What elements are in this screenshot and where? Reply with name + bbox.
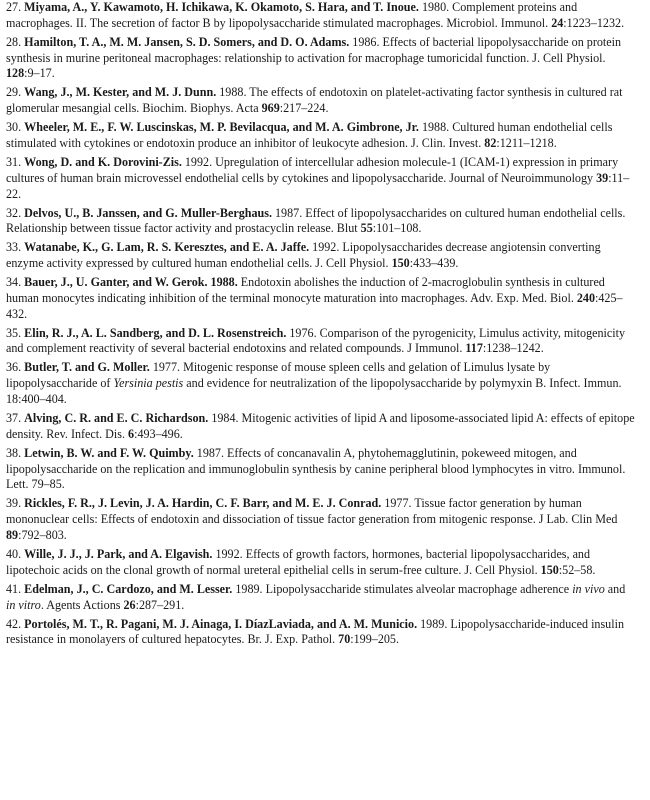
ref-text: Endotoxin abolishes the induction of 2-macroglobulin synthesis in cultured human monocytes indicating inhibition of the terminal monocyte maturation into macrophages. Adv. Exp. Med. Biol. xyxy=(6,275,605,305)
ref-pages: :425–432. xyxy=(6,290,623,321)
reference-item-34 xyxy=(6,275,636,322)
ref-authors: Butler, T. and G. Moller. xyxy=(24,360,150,375)
ref-authors: Wille, J. J., J. Park, and A. Elgavish. xyxy=(24,546,213,561)
reference-item-42 xyxy=(6,617,636,649)
reference-item-33 xyxy=(6,240,636,272)
ref-authors: Hamilton, T. A., M. M. Jansen, S. D. Somers, and D. O. Adams. xyxy=(24,34,350,49)
ref-number: 29. xyxy=(6,85,22,100)
ref-text: 1986. Effects of bacterial lipopolysaccharide on protein synthesis in murine peritoneal macrophages: relationship to activation for macrophage tumoricidal function. J. Cell Physiol. xyxy=(6,34,622,65)
ref-italic-in-vitro: in vitro xyxy=(6,597,41,612)
ref-pages: :1238–1242. xyxy=(482,341,544,356)
ref-text: 1987. Effect of lipopolysaccharides on cultured human endothelial cells. Relationship between tissue factor activity and prostacyclin release. Blut xyxy=(6,205,626,236)
ref-volume: 39 xyxy=(596,170,609,185)
ref-volume: 240 xyxy=(576,290,596,305)
ref-text-and: and xyxy=(604,581,626,596)
ref-number: 35. xyxy=(6,325,22,340)
ref-text: 1976. Comparison of the pyrogenicity, Limulus activity, mitogenicity and complement reactivity of several bacterial endotoxins and related compounds. J Immunol. xyxy=(6,325,626,356)
ref-text: 1992. Lipopolysaccharides decrease angiotensin converting enzyme activity expressed by cultured human endothelial cells. J. Cell Physiol. xyxy=(6,240,601,271)
ref-number: 37. xyxy=(6,411,22,425)
ref-authors: Wang, J., M. Kester, and M. J. Dunn. xyxy=(24,85,217,100)
reference-item-30 xyxy=(6,120,636,152)
ref-volume: 150 xyxy=(391,256,410,271)
ref-authors: Watanabe, K., G. Lam, R. S. Keresztes, and E. A. Jaffe. xyxy=(24,240,310,255)
ref-text: 1992. Upregulation of intercellular adhesion molecule-1 (ICAM-1) expression in primary cultures of human brain microvessel endothelial cells by cytokines and lipopolysaccharide. Journal of Neuroimmunology xyxy=(6,154,619,185)
ref-volume: 6 xyxy=(128,426,135,441)
ref-text: 1980. Complement proteins and macrophages. II. The secretion of factor B by lipopolysaccharide stimulated macrophages. Microbiol. Immunol. xyxy=(6,0,578,30)
ref-authors: Rickles, F. R., J. Levin, J. A. Hardin, C. F. Barr, and M. E. J. Conrad. xyxy=(24,496,382,511)
ref-volume: 89 xyxy=(6,527,19,542)
ref-pages: :52–58. xyxy=(558,562,596,577)
reference-item-27 xyxy=(6,0,636,32)
reference-item-29 xyxy=(6,85,636,117)
ref-number: 30. xyxy=(6,120,22,135)
ref-text: 1987. Effects of concanavalin A, phytohemagglutinin, pokeweed mitogen, and lipopolysaccharide on the replication and immunoglobulin synthesis by canine peripheral blood lymphocytes in vitro. Immunol. Lett. 79–85. xyxy=(6,445,626,492)
ref-volume: 150 xyxy=(540,562,559,577)
ref-pages: :493–496. xyxy=(134,426,183,441)
ref-number: 42. xyxy=(6,616,22,631)
ref-number: 32. xyxy=(6,205,22,220)
ref-number: 36. xyxy=(6,360,22,375)
ref-pages: :11–22. xyxy=(6,170,630,201)
reference-item-31 xyxy=(6,155,636,202)
ref-number: 27. xyxy=(6,0,22,14)
ref-pages: :199–205. xyxy=(350,632,399,647)
reference-item-37 xyxy=(6,411,636,443)
ref-pages: :433–439. xyxy=(409,256,459,271)
ref-authors: Edelman, J., C. Cardozo, and M. Lesser. xyxy=(24,581,233,596)
ref-pages: :217–224. xyxy=(279,101,329,116)
ref-pages: :287–291. xyxy=(135,597,185,612)
ref-number: 31. xyxy=(6,154,22,169)
reference-list xyxy=(6,0,636,648)
ref-pages: :101–108. xyxy=(372,221,422,236)
ref-authors: Portolés, M. T., R. Pagani, M. J. Ainaga, I. DíazLaviada, and A. M. Municio. xyxy=(24,616,418,631)
ref-italic-in-vivo: in vivo xyxy=(572,581,605,596)
ref-authors: Bauer, J., U. Ganter, and W. Gerok. 1988. xyxy=(24,275,238,290)
ref-authors: Delvos, U., B. Janssen, and G. Muller-Berghaus. xyxy=(24,205,272,220)
ref-text-cont: and evidence for neutralization of the lipopolysaccharide by polymyxin B. Infect. Immun. 18:400–404. xyxy=(6,376,622,407)
reference-item-35 xyxy=(6,326,636,358)
ref-authors: Wong, D. and K. Dorovini-Zis. xyxy=(24,154,182,169)
ref-authors: Miyama, A., Y. Kawamoto, H. Ichikawa, K. Okamoto, S. Hara, and T. Inoue. xyxy=(24,0,419,14)
ref-authors: Elin, R. J., A. L. Sandberg, and D. L. Rosenstreich. xyxy=(24,325,287,340)
ref-number: 28. xyxy=(6,34,22,49)
reference-item-39 xyxy=(6,496,636,543)
ref-text: 1984. Mitogenic activities of lipid A and liposome-associated lipid A: effects of epitope density. Rev. Infect. Dis. xyxy=(6,411,635,441)
ref-authors: Wheeler, M. E., F. W. Luscinskas, M. P. Bevilacqua, and M. A. Gimbrone, Jr. xyxy=(24,120,419,135)
ref-pages: :1211–1218. xyxy=(496,135,557,150)
ref-text: 1992. Effects of growth factors, hormones, bacterial lipopolysaccharides, and lipotechoic acids on the clonal growth of normal ureteral epithelial cells in serum-free culture. J. Cell Physiol. xyxy=(6,546,591,577)
ref-volume: 969 xyxy=(261,101,280,116)
ref-text: 1977. Tissue factor generation by human mononuclear cells: Effects of endotoxin and dissociation of tissue factor generation from mitogenic response. J Lab. Clin Med xyxy=(6,496,618,527)
ref-number: 33. xyxy=(6,240,22,255)
ref-pages: :792–803. xyxy=(18,527,67,542)
reference-item-32 xyxy=(6,206,636,238)
ref-number: 41. xyxy=(6,581,22,596)
ref-number: 40. xyxy=(6,546,22,561)
ref-number: 39. xyxy=(6,496,22,511)
ref-volume: 26 xyxy=(123,597,136,612)
ref-volume: 117 xyxy=(465,341,483,356)
reference-item-36 xyxy=(6,360,636,407)
ref-species-name: Yersinia pestis xyxy=(113,376,184,391)
ref-text: 1989. Lipopolysaccharide-induced insulin resistance in monolayers of cultured hepatocytes. Br. J. Exp. Pathol. xyxy=(6,616,624,647)
ref-number: 38. xyxy=(6,445,22,460)
ref-authors: Alving, C. R. and E. C. Richardson. xyxy=(24,411,209,425)
ref-text: 1989. Lipopolysaccharide stimulates alveolar macrophage adherence xyxy=(232,581,573,596)
ref-volume: 24 xyxy=(551,15,564,30)
ref-text: 1988. Cultured human endothelial cells stimulated with cytokines or endotoxin produce an inhibitor of leukocyte adhesion. J. Clin. Invest. xyxy=(6,120,613,150)
ref-number: 34. xyxy=(6,275,22,290)
ref-text: 1988. The effects of endotoxin on platelet-activating factor synthesis in cultured rat glomerular mesangial cells. Biochim. Biophys. Acta xyxy=(6,85,623,116)
ref-pages: :1223–1232. xyxy=(563,15,625,30)
ref-text-cont: . Agents Actions xyxy=(40,597,124,612)
ref-text: 1977. Mitogenic response of mouse spleen cells and gelation of Limulus lysate by lipopolysaccharide of xyxy=(6,360,551,391)
ref-authors: Letwin, B. W. and F. W. Quimby. xyxy=(24,445,194,460)
ref-volume: 82 xyxy=(484,135,497,150)
reference-item-38 xyxy=(6,446,636,493)
ref-pages: :9–17. xyxy=(24,66,55,81)
reference-item-28 xyxy=(6,35,636,82)
ref-volume: 70 xyxy=(338,632,351,647)
reference-item-40 xyxy=(6,547,636,579)
ref-volume: 55 xyxy=(360,221,373,236)
reference-item-41 xyxy=(6,582,636,614)
ref-volume: 128 xyxy=(6,66,25,81)
